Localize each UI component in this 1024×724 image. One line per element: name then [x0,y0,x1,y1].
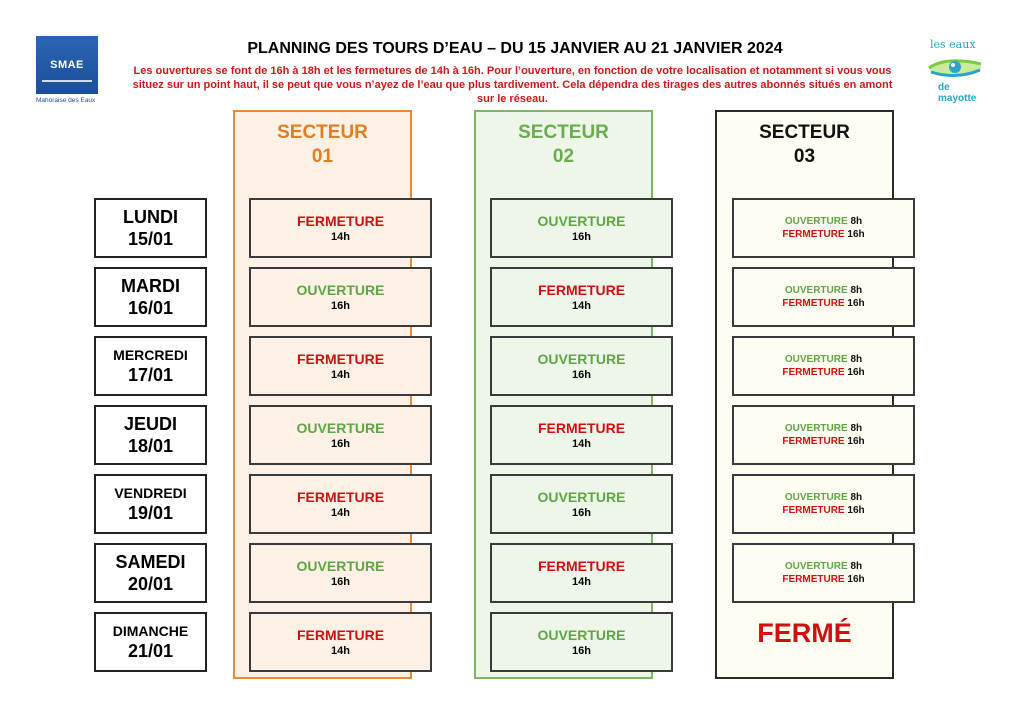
day-label-dimanche [94,612,207,672]
cell-action: FERMETURE [296,626,385,643]
cell-action: OUVERTURE [537,350,626,367]
day-date: 15/01 [127,228,174,249]
sector-number: 03 [793,146,816,167]
sector-02-cell-dimanche [490,612,673,672]
cell-close-action: FERMETURE [782,367,845,378]
cell-time: 14h [572,437,591,450]
sector-02-cell-mardi [490,267,673,327]
day-label-mardi [94,267,207,327]
cell-time: 16h [572,368,591,381]
cell-close-action: FERMETURE [782,298,845,309]
day-date: 21/01 [127,640,174,661]
smae-logo [36,36,100,104]
cell-close-action: FERMETURE [782,574,845,585]
cell-open-action: OUVERTURE [784,354,848,365]
day-label-vendredi [94,474,207,534]
sector-02-cell-mercredi [490,336,673,396]
cell-close-time: 16h [847,298,865,309]
cell-time: 14h [331,230,350,243]
cell-action: OUVERTURE [537,626,626,643]
sector-03-header [717,121,892,169]
sector-03-closed-sunday: FERMÉ [757,618,852,648]
cell-open-action: OUVERTURE [784,285,848,296]
cell-action: OUVERTURE [296,281,385,298]
sector-label: SECTEUR [759,122,850,143]
cell-open-time: 8h [850,492,863,503]
cell-time: 14h [331,368,350,381]
cell-close-action: FERMETURE [782,436,845,447]
cell-time: 16h [572,644,591,657]
sector-02-header [476,121,651,169]
day-name: VENDREDI [114,484,187,501]
smae-logo-mark [36,36,98,94]
day-label-mercredi [94,336,207,396]
day-name: JEUDI [123,413,177,434]
sector-01-cell-samedi [249,543,432,603]
sector-01-cell-lundi [249,198,432,258]
cell-open-time: 8h [850,423,863,434]
smae-logo-text: SMAE [50,59,84,71]
cell-close-time: 16h [847,367,865,378]
smae-logo-subtext: Mahoraise des Eaux [36,97,96,104]
day-name: DIMANCHE [112,622,189,639]
cell-action: OUVERTURE [296,419,385,436]
sector-01-cell-mercredi [249,336,432,396]
sector-label: SECTEUR [277,122,368,143]
cell-close-time: 16h [847,505,865,516]
day-date: 20/01 [127,573,174,594]
cell-action: FERMETURE [537,281,626,298]
day-label-samedi [94,543,207,603]
sector-label: SECTEUR [518,122,609,143]
sector-01-header [235,121,410,169]
cell-action: FERMETURE [296,212,385,229]
cell-open-action: OUVERTURE [784,423,848,434]
day-date: 17/01 [127,364,174,385]
sector-03-cell-vendredi [732,474,915,534]
cell-time: 16h [331,437,350,450]
sector-01-cell-jeudi [249,405,432,465]
cell-close-time: 16h [847,229,865,240]
cell-open-time: 8h [850,216,863,227]
cell-open-action: OUVERTURE [784,561,848,572]
cell-close-action: FERMETURE [782,505,845,516]
cell-open-time: 8h [850,354,863,365]
mayotte-logo-bottom-text: de mayotte [938,82,977,104]
cell-open-time: 8h [850,285,863,296]
sector-02-cell-jeudi [490,405,673,465]
cell-time: 16h [572,506,591,519]
page-title: PLANNING DES TOURS D’EAU – DU 15 JANVIER AU 21 JANVIER 2024 [247,40,783,57]
day-date: 16/01 [127,297,174,318]
cell-action: OUVERTURE [296,557,385,574]
day-name: MERCREDI [113,346,188,363]
sector-01-cell-vendredi [249,474,432,534]
sector-03-cell-mardi [732,267,915,327]
sector-number: 01 [311,146,334,167]
cell-time: 14h [572,299,591,312]
day-name: MARDI [121,275,180,296]
day-name: LUNDI [123,206,178,227]
sector-02-cell-samedi [490,543,673,603]
day-name: SAMEDI [115,551,186,572]
sector-01-cell-mardi [249,267,432,327]
cell-time: 16h [572,230,591,243]
cell-action: FERMETURE [296,488,385,505]
day-date: 19/01 [127,502,174,523]
cell-time: 14h [572,575,591,588]
cell-open-action: OUVERTURE [784,492,848,503]
cell-action: FERMETURE [537,557,626,574]
cell-time: 14h [331,644,350,657]
day-label-lundi [94,198,207,258]
day-label-jeudi [94,405,207,465]
mayotte-logo-top-text: les eaux [930,38,976,51]
cell-time: 16h [331,575,350,588]
eaux-de-mayotte-logo [922,38,988,104]
sector-03-cell-samedi [732,543,915,603]
cell-close-time: 16h [847,436,865,447]
sector-03-cell-mercredi [732,336,915,396]
day-date: 18/01 [127,435,174,456]
cell-action: FERMETURE [296,350,385,367]
cell-open-action: OUVERTURE [784,216,848,227]
sector-03-cell-lundi [732,198,915,258]
cell-action: FERMETURE [537,419,626,436]
cell-action: OUVERTURE [537,212,626,229]
sector-02-cell-lundi [490,198,673,258]
sector-03-cell-jeudi [732,405,915,465]
cell-close-action: FERMETURE [782,229,845,240]
cell-open-time: 8h [850,561,863,572]
sector-number: 02 [552,146,575,167]
cell-action: OUVERTURE [537,488,626,505]
cell-time: 14h [331,506,350,519]
cell-time: 16h [331,299,350,312]
cell-close-time: 16h [847,574,865,585]
water-swirl-icon [926,54,984,82]
sector-01-cell-dimanche [249,612,432,672]
page-subtitle: Les ouvertures se font de 16h à 18h et les fermetures de 14h à 16h. Pour l’ouverture, en fonction de votre localisation et notamment si vous vous situez sur un point haut, il se peut que vous n’ayez de l’eau que plus tardivement. Cela dépendra des tirages des autres abonnés situés en amont sur le réseau. [132,65,893,105]
sector-02-cell-vendredi [490,474,673,534]
